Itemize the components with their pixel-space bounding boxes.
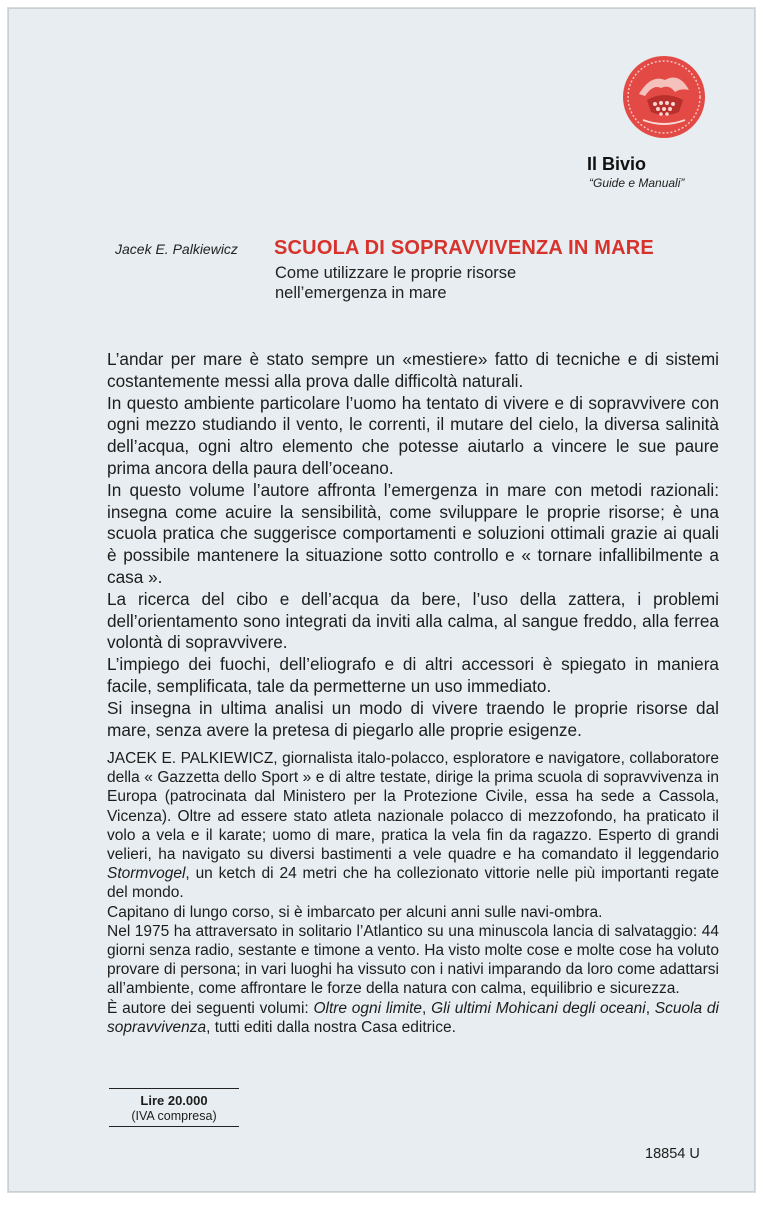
bio-text: , un ketch di 24 metri che ha collezionato vittorie nelle più importanti regate del mondo. bbox=[107, 865, 719, 902]
series-subtitle: “Guide e Manuali” bbox=[589, 176, 685, 190]
author-bio bbox=[107, 749, 719, 1037]
bio-text: JACEK E. PALKIEWICZ, giornalista italo-polacco, esploratore e navigatore, collaboratore della « Gazzetta dello Sport » e di altre testate, dirige la prima scuola di sopravvivenza in Europa (patrocinata dal Ministero per la Protezione Civile, essa ha sede a Cassola, Vicenza). Oltre ad essere stato atleta nazionale polacco di mezzofondo, ha praticato il volo a vela e il karate; uomo di mare, pratica la vela fin da ragazzo. Esperto di grandi velieri, ha navigato su diversi bastimenti a vele quadre e ha comandato il leggendario bbox=[107, 750, 719, 864]
series-label bbox=[587, 154, 684, 190]
book-title: SCUOLA DI SOPRAVVIVENZA IN MARE bbox=[274, 237, 654, 259]
blurb-paragraph: In questo ambiente particolare l’uomo ha tentato di vivere e di sopravvivere con ogni mezzo studiando il vento, le correnti, il mutare del cielo, la diversa salinità dell’acqua, ogni altro elemento che potesse aiutarlo a vincere le sue paure prima ancora della paura dell’oceano. bbox=[107, 392, 719, 478]
bio-paragraph bbox=[107, 749, 719, 903]
coin-emblem-icon bbox=[621, 54, 707, 140]
series-name: Il Bivio bbox=[587, 154, 647, 174]
blurb-paragraph: Si insegna in ultima analisi un modo di vivere traendo le proprie risorse dal mare, senza avere la pretesa di piegarlo alle proprie esigenze. bbox=[107, 697, 719, 740]
blurb-paragraph: L’impiego dei fuochi, dell’eliografo e di altri accessori è spiegato in maniera facile, semplificata, tale da permetterne un uso immediato. bbox=[107, 654, 719, 696]
price-box bbox=[109, 1088, 239, 1127]
blurb-paragraph: In questo volume l’autore affronta l’emergenza in mare con metodi razionali: insegna come acuire la sensibilità, come sviluppare le proprie risorse; è una scuola pratica che suggerisce comportamenti e soluzioni ottimali grazie ai quali è possibile mantenere la situazione sotto controllo e « tornare infallibilmente a casa ». bbox=[107, 479, 719, 587]
book-reference: Oltre ogni limite bbox=[313, 999, 423, 1017]
author-name: Jacek E. Palkiewicz bbox=[115, 241, 238, 257]
bio-paragraph: Nel 1975 ha attraversato in solitario l’Atlantico su una minuscola lancia di salvataggio: 44 giorni senza radio, sestante e timone a vento. Ha visto molte cose e molte cose ha voluto provare di persona; in vari luoghi ha vissuto con i nativi imparando da loro come adattarsi all’ambiente, come affrontare le forze della natura con calma, equilibrio e sicurezza. bbox=[107, 922, 719, 998]
book-subtitle-line: nell’emergenza in mare bbox=[275, 284, 447, 302]
bio-text: , bbox=[422, 999, 432, 1017]
price-note: (IVA compresa) bbox=[131, 1109, 217, 1123]
book-subtitle bbox=[275, 263, 635, 303]
blurb-paragraph: La ricerca del cibo e dell’acqua da bere, l’uso della zattera, i problemi dell’orientamento sono integrati da inviti alla calma, al sangue freddo, alla ferrea volontà di sopravvivere. bbox=[107, 588, 719, 653]
bio-paragraph: Capitano di lungo corso, si è imbarcato per alcuni anni sulle navi-ombra. bbox=[107, 903, 603, 921]
back-cover bbox=[8, 8, 755, 1192]
price-amount: Lire 20.000 bbox=[140, 1093, 208, 1108]
bio-text: , bbox=[645, 999, 655, 1017]
bio-text: È autore dei seguenti volumi: bbox=[107, 999, 314, 1017]
bio-text: , tutti editi dalla nostra Casa editrice. bbox=[206, 1018, 456, 1036]
blurb-paragraph: L’andar per mare è stato sempre un «mestiere» fatto di tecniche e di sistemi costantemente messi alla prova dalle difficoltà naturali. bbox=[107, 349, 719, 391]
blurb-text bbox=[107, 349, 719, 741]
book-reference: Gli ultimi Mohicani degli oceani bbox=[431, 999, 646, 1017]
catalog-code: 18854 U bbox=[645, 1146, 700, 1162]
ship-name: Stormvogel bbox=[107, 865, 186, 883]
bio-paragraph bbox=[107, 999, 719, 1037]
book-subtitle-line: Come utilizzare le proprie risorse bbox=[275, 264, 517, 282]
book-reference: Scuola di sopravvivenza bbox=[107, 999, 719, 1036]
